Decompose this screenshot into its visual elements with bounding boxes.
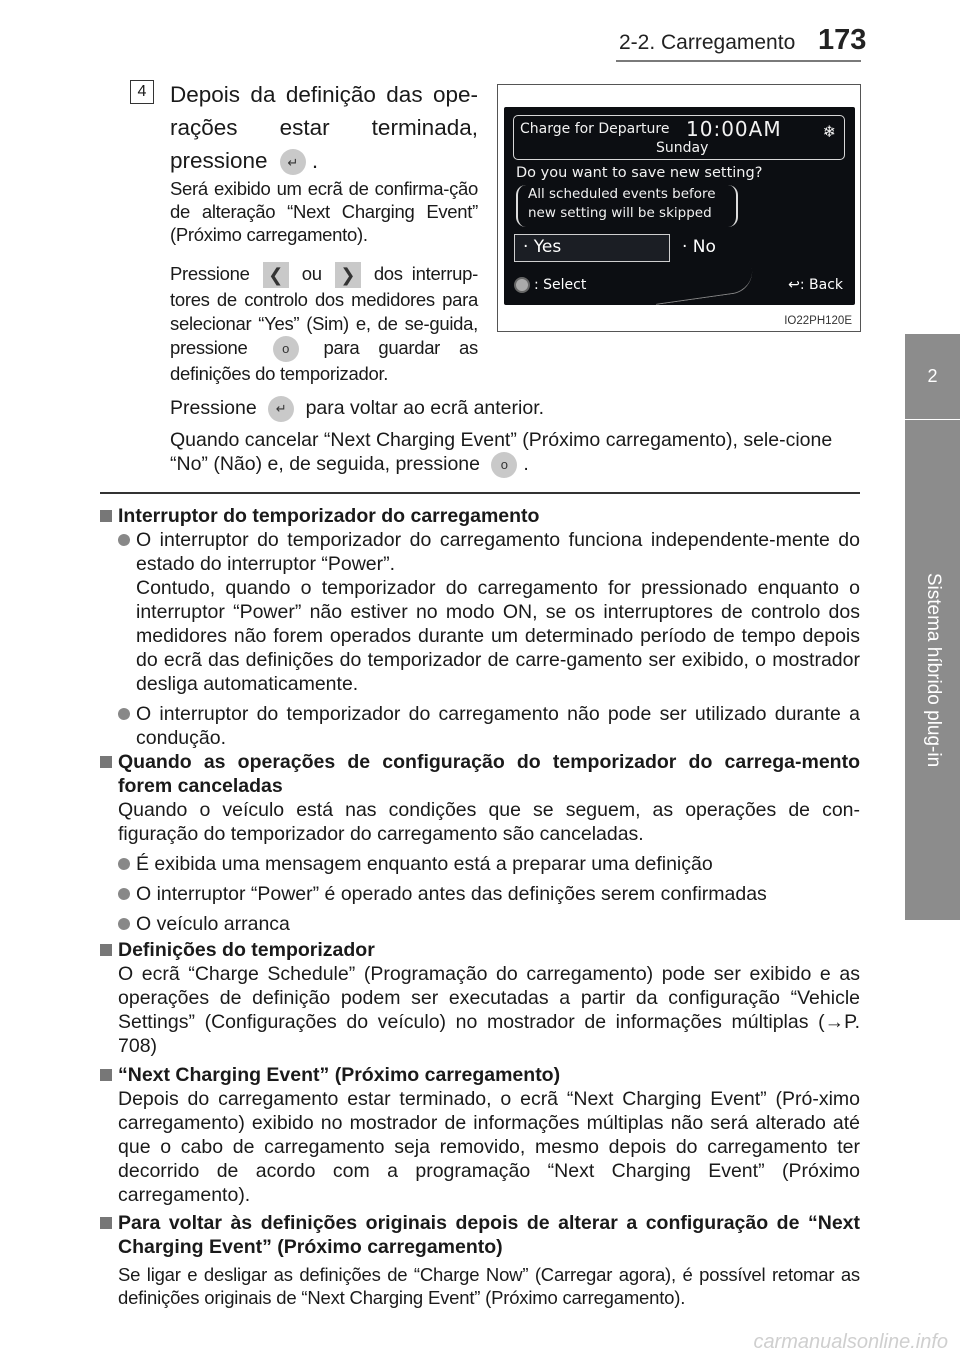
round-bullet-icon [118,918,130,930]
list-item: O veículo arranca [118,912,860,936]
section-timer-settings: Definições do temporizador O ecrã “Charge Schedule” (Programação do carregamento) pode ser exibido e as operações de definição podem ser executadas a partir da configuração “Vehicle Settings” (Configurações do veículo) no mostrador de informações múltiplas (→P. 708) [100,938,860,1058]
round-bullet-icon [118,888,130,900]
page-number: 173 [818,24,867,56]
display-figure [497,84,861,332]
ok-button-icon: o [491,452,517,478]
screen-divider-curve [653,268,755,305]
screen-option-no: · No [682,237,716,257]
dial-icon [514,277,530,293]
climate-fan-icon: ❄ [822,122,836,141]
square-bullet-icon [100,510,112,522]
ok-button-icon: o [273,336,299,362]
watermark: carmanualsonline.info [753,1331,948,1353]
square-bullet-icon [100,944,112,956]
square-bullet-icon [100,1069,112,1081]
screen-footer: : Select ↩: Back [504,271,855,305]
back-button-icon: ↵ [280,149,306,175]
list-item: O interruptor do temporizador do carregamento funciona independente-mente do estado do interruptor “Power”. Contudo, quando o temporizador do carregamento for pressionado enquanto o interruptor “Power” não estiver no modo ON, se os interruptores de controlo dos medidores não forem operados durante um determinado período de tempo depois do ecrã das definições do temporizador de carre-gamento ser exibido, o mostrador desliga automaticamente. [118,528,860,696]
section-title: 2-2. Carregamento [619,31,796,54]
step-note-confirm: Será exibido um ecrã de confirma-ção de alteração “Next Charging Event” (Próximo carregamento). [170,178,478,245]
back-button-icon: ↵ [268,396,294,422]
section-divider [100,492,860,494]
round-bullet-icon [118,708,130,720]
right-arrow-icon: ❯ [335,262,361,288]
back-arrow-icon: ↩ [788,277,800,293]
screen-question: Do you want to save new setting? [516,165,763,181]
section-restore-settings: Para voltar às definições originais depois de alterar a configuração de “Next Charging Event” (Próximo carregamento) Se ligar e desligar as definições de “Charge Now” (Carregar agora), é possível retomar as definições originais de “Next Charging Event” (Próximo carregamento). [100,1211,860,1309]
section-timer-switch: Interruptor do temporizador do carregamento O interruptor do temporizador do carregamento funciona independente-mente do estado do interruptor “Power”. Contudo, quando o temporizador do carregamento for pressionado enquanto o interruptor “Power” não estiver no modo ON, se os interruptores de controlo dos medidores não forem operados durante um determinado período de tempo depois do ecrã das definições do temporizador de carre-gamento ser exibido, o mostrador desliga automaticamente. O interruptor do temporizador do carregamento não pode ser utilizado durante a condução. [100,504,860,750]
square-bullet-icon [100,1217,112,1229]
screen-message: All scheduled events before new setting will be skipped [516,185,738,227]
screen-header: Charge for Departure 10:00AM Sunday ❄ [513,115,845,160]
list-item: É exibida uma mensagem enquanto está a preparar uma definição [118,852,860,876]
multi-info-display [504,107,855,305]
header-divider [616,60,861,62]
chapter-tab-number: 2 [905,334,960,419]
round-bullet-icon [118,858,130,870]
section-next-charging-event: “Next Charging Event” (Próximo carregamento) Depois do carregamento estar terminado, o ecrã “Next Charging Event” (Pró-ximo carregamento) exibido no mostrador de informações múltiplas não será alterado até que o cabo de carregamento seja removido, mesmo depois do carregamento ter decorrido de acordo com a programação “Next Charging Event” (Próximo carregamento). [100,1063,860,1207]
step-number: 4 [130,80,154,104]
step-note-cancel: Quando cancelar “Next Charging Event” (Próximo carregamento), sele-cione “No” (Não) e, de seguida, pressione o . [170,428,860,478]
figure-id: IO22PH120E [784,315,852,327]
list-item: O interruptor “Power” é operado antes das definições serem confirmadas [118,882,860,906]
square-bullet-icon [100,756,112,768]
left-arrow-icon: ❮ [263,262,289,288]
step-note-select: Pressione ❮ ou ❯ dos interrup-tores de controlo dos medidores para selecionar “Yes” (Sim) e, de se-guida, pressione o para guardar as definições do temporizador. [170,263,478,385]
step-note-back: Pressione ↵ para voltar ao ecrã anterior. [170,396,860,422]
step-title: Depois da definição das ope-rações estar terminada, pressione ↵ . [170,78,478,177]
chapter-tab-label: Sistema híbrido plug-in [905,420,960,920]
screen-option-yes: · Yes [514,234,670,262]
round-bullet-icon [118,534,130,546]
section-cancelled: Quando as operações de configuração do temporizador do carrega-mento forem canceladas Quando o veículo está nas condições que se seguem, as operações de con-figuração do temporizador do carregamento são canceladas. É exibida uma mensagem enquanto está a preparar uma definição O interruptor “Power” é operado antes das definições serem confirmadas O veículo arranca [100,750,860,936]
list-item: O interruptor do temporizador do carregamento não pode ser utilizado durante a condução. [118,702,860,750]
